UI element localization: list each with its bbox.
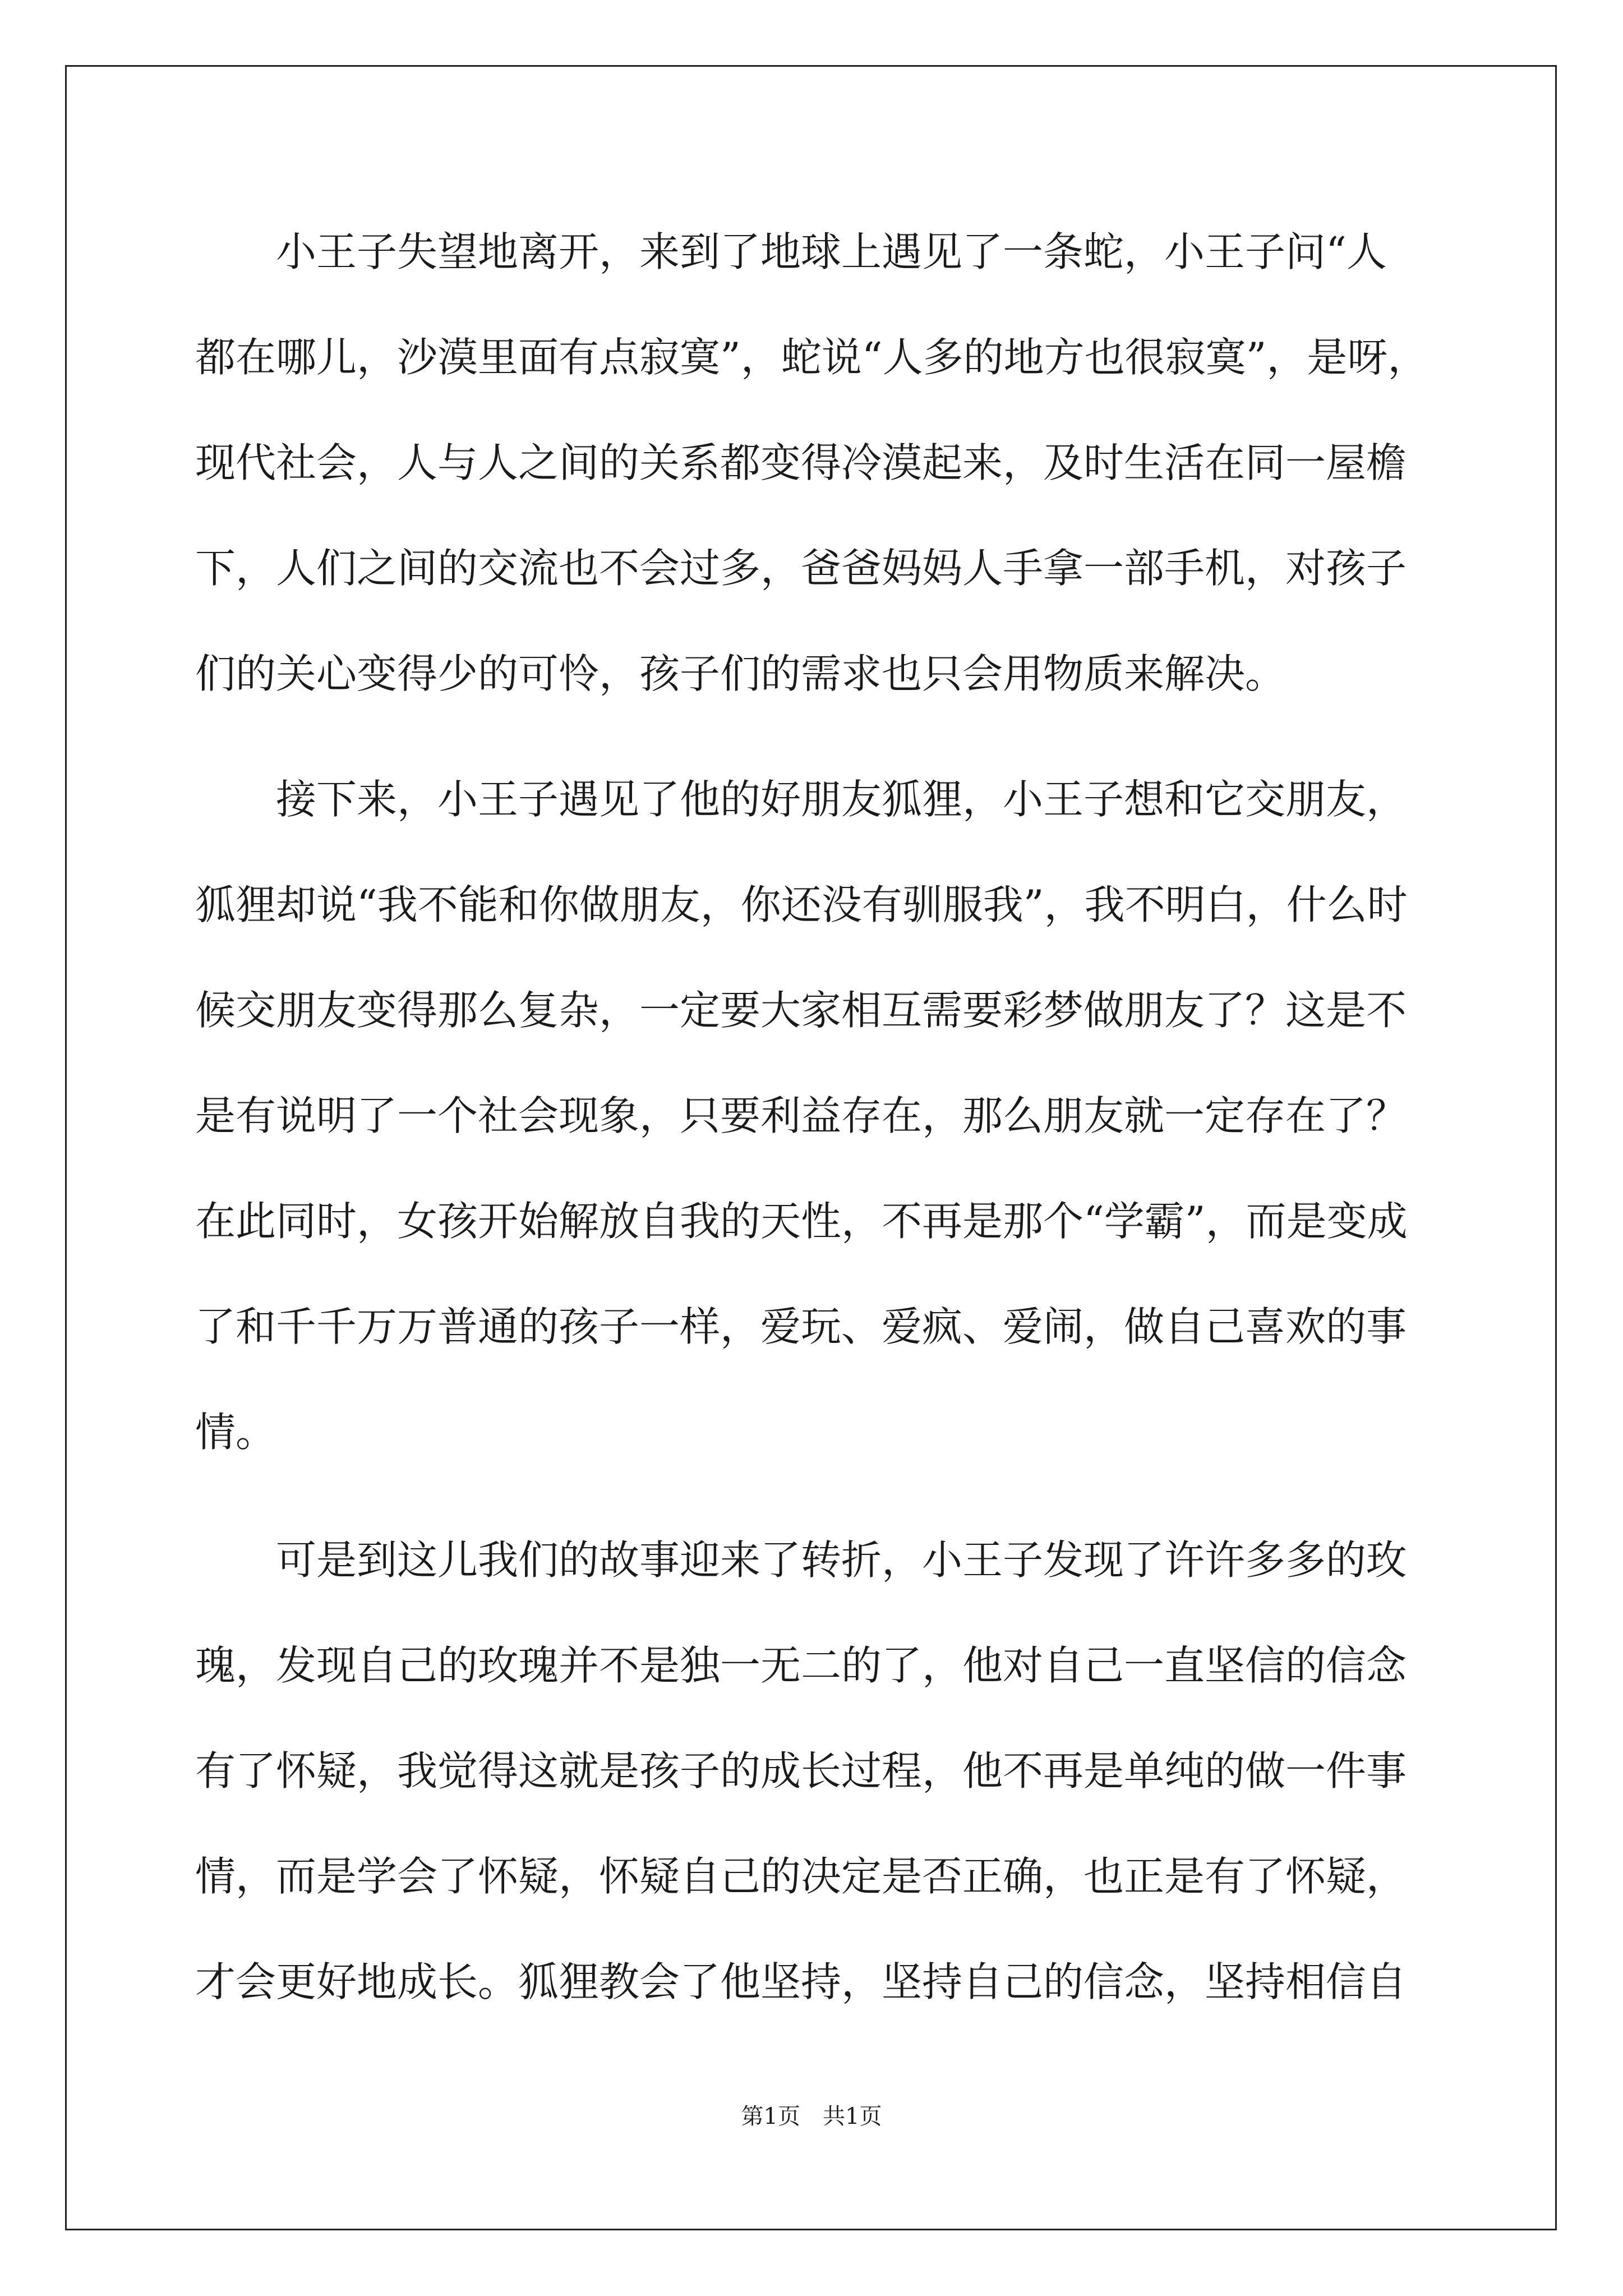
line: 接下来，小王子遇见了他的好朋友狐狸，小王子想和它交朋友， xyxy=(276,776,1407,823)
paragraph-2 xyxy=(195,747,1408,1485)
line: 们的关心变得少的可怜，孩子们的需求也只会用物质来解决。 xyxy=(195,650,1286,697)
page-footer: 第1页 共1页 xyxy=(741,2104,882,2129)
line: 情。 xyxy=(195,1409,276,1456)
paragraph-3 xyxy=(195,1507,1407,2035)
line: 瑰，发现自己的玫瑰并不是独一无二的了，他对自己一直坚信的信念 xyxy=(195,1642,1407,1689)
line: 在此同时，女孩开始解放自我的天性，不再是那个“学霸”，而是变成 xyxy=(195,1198,1408,1245)
line: 了和千千万万普通的孩子一样，爱玩、爱疯、爱闹，做自己喜欢的事 xyxy=(195,1303,1407,1350)
paragraph-1 xyxy=(195,199,1428,726)
line: 是有说明了一个社会现象，只要利益存在，那么朋友就一定存在了？ xyxy=(195,1092,1407,1139)
line: 狐狸却说“我不能和你做朋友，你还没有驯服我”，我不明白，什么时 xyxy=(195,881,1408,928)
line: 情，而是学会了怀疑，怀疑自己的决定是否正确，也正是有了怀疑， xyxy=(195,1853,1407,1900)
line: 现代社会，人与人之间的关系都变得冷漠起来，及时生活在同一屋檐 xyxy=(195,439,1407,486)
line: 候交朋友变得那么复杂，一定要大家相互需要彩梦做朋友了？这是不 xyxy=(195,987,1407,1034)
line: 小王子失望地离开，来到了地球上遇见了一条蛇，小王子问“人 xyxy=(276,228,1387,275)
line: 下，人们之间的交流也不会过多，爸爸妈妈人手拿一部手机，对孩子 xyxy=(195,545,1407,592)
line: 可是到这儿我们的故事迎来了转折，小王子发现了许许多多的玫 xyxy=(276,1536,1407,1584)
line: 都在哪儿，沙漠里面有点寂寞”，蛇说“人多的地方也很寂寞”，是呀， xyxy=(195,334,1428,381)
line: 才会更好地成长。狐狸教会了他坚持，坚持自己的信念，坚持相信自 xyxy=(195,1958,1407,2005)
line: 有了怀疑，我觉得这就是孩子的成长过程，他不再是单纯的做一件事 xyxy=(195,1747,1407,1795)
